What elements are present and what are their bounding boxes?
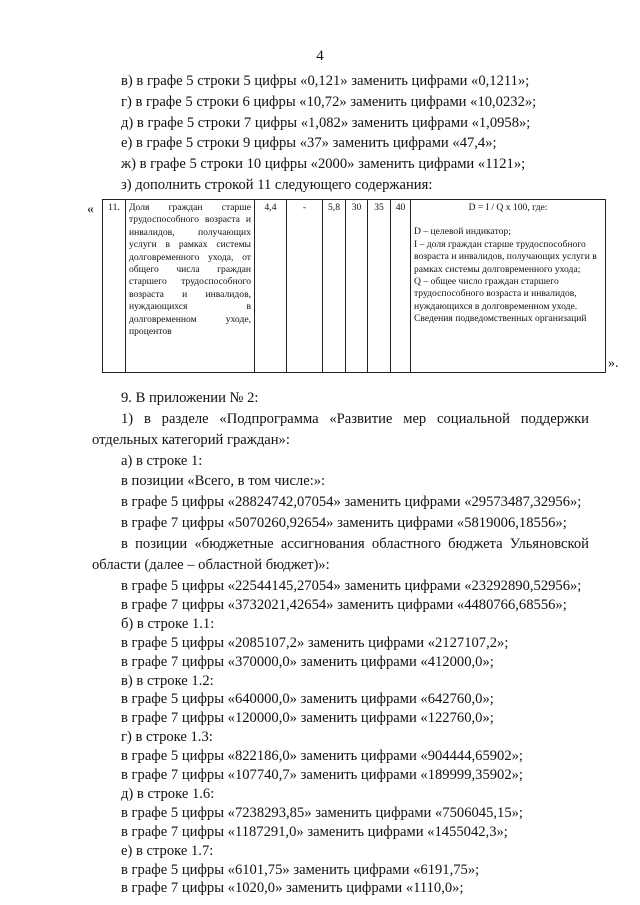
value-cell-col6: 30 xyxy=(346,200,368,373)
position-total: в позиции «Всего, в том числе:»: xyxy=(121,473,326,489)
formula-line: Сведения подведомственных организаций xyxy=(414,313,587,325)
amendment-line: в графе 5 цифры «640000,0» заменить цифрами «642760,0»; xyxy=(121,691,494,708)
value-cell-col7: 35 xyxy=(368,200,391,373)
indicator-name-cell: Доля граждан старше трудоспособного возраста и инвалидов, получающих услуги в рамках системы долговременного ухода, от общего числа граждан старшего трудоспособного возраста и инвалидов, нуждающихся в долговременном уходе, процентов xyxy=(126,200,255,373)
amendment-line: в графе 7 цифры «5070260,92654» заменить цифрами «5819006,18556»; xyxy=(121,515,567,531)
formula-line: D – целевой индикатор; xyxy=(414,226,511,238)
amendment-line: в графе 7 цифры «370000,0» заменить цифрами «412000,0»; xyxy=(121,653,494,670)
formula-cell xyxy=(411,200,606,373)
value-cell-col4: - xyxy=(287,200,323,373)
item-row-heading: б) в строке 1.1: xyxy=(121,615,215,632)
item-row-heading: е) в строке 1.7: xyxy=(121,842,214,859)
value-cell-col3: 4,4 xyxy=(255,200,287,373)
subsection-1-line-2: отдельных категорий граждан»: xyxy=(92,432,290,448)
row-number-cell: 11. xyxy=(103,200,126,373)
amendment-item-v: в) в графе 5 строки 5 цифры «0,121» заменить цифрами «0,1211»; xyxy=(121,73,530,89)
amendment-item-e: е) в графе 5 строки 9 цифры «37» заменить цифрами «47,4»; xyxy=(121,135,497,151)
amendment-line: в графе 5 цифры «2085107,2» заменить цифрами «2127107,2»; xyxy=(121,634,509,651)
amendment-line: в графе 7 цифры «1020,0» заменить цифрами «1110,0»; xyxy=(121,880,464,897)
page-number: 4 xyxy=(316,48,324,64)
amendment-item-g: г) в графе 5 строки 6 цифры «10,72» заменить цифрами «10,0232»; xyxy=(121,94,537,110)
value-cell-col5: 5,8 xyxy=(323,200,346,373)
item-row-heading: в) в строке 1.2: xyxy=(121,672,214,689)
budget-position-line-2: области (далее – областной бюджет)»: xyxy=(92,557,330,573)
value-cell-col8: 40 xyxy=(391,200,411,373)
item-row-1-heading: а) в строке 1: xyxy=(121,453,203,469)
amendment-line: в графе 5 цифры «7238293,85» заменить цифрами «7506045,15»; xyxy=(121,804,523,821)
formula-line: Q – общее число граждан старшего трудоспособного возраста и инвалидов, нуждающихся в долговременном уходе. xyxy=(414,276,578,312)
item-row-heading: д) в строке 1.6: xyxy=(121,785,215,802)
amendment-line: в графе 7 цифры «120000,0» заменить цифрами «122760,0»; xyxy=(121,710,494,727)
table-close-quote: ». xyxy=(608,356,619,371)
amendment-line: в графе 7 цифры «3732021,42654» заменить цифрами «4480766,68556»; xyxy=(121,596,567,613)
budget-position-line-1: в позиции «бюджетные ассигнования областного бюджета Ульяновской xyxy=(121,536,589,552)
amendment-item-zh: ж) в графе 5 строки 10 цифры «2000» заменить цифрами «1121»; xyxy=(121,156,526,172)
amendment-line: в графе 7 цифры «107740,7» заменить цифрами «189999,35902»; xyxy=(121,767,523,783)
item-row-heading: г) в строке 1.3: xyxy=(121,729,213,746)
amendment-line: в графе 5 цифры «22544145,27054» заменить цифрами «23292890,52956»; xyxy=(121,578,582,594)
amendment-item-z: з) дополнить строкой 11 следующего содержания: xyxy=(121,177,433,193)
amendment-line: в графе 5 цифры «28824742,07054» заменить цифрами «29573487,32956»; xyxy=(121,494,582,510)
amendment-item-d: д) в графе 5 строки 7 цифры «1,082» заменить цифрами «1,0958»; xyxy=(121,115,531,131)
amendment-line: в графе 5 цифры «822186,0» заменить цифрами «904444,65902»; xyxy=(121,748,523,765)
formula-title: D = I / Q x 100, где: xyxy=(468,202,548,213)
table-open-quote: « xyxy=(87,202,94,217)
formula-line: I – доля граждан старше трудоспособного возраста и инвалидов, получающих услуги в рамках системы долговременного ухода; xyxy=(414,238,597,275)
amendment-line: в графе 7 цифры «1187291,0» заменить цифрами «1455042,3»; xyxy=(121,823,508,840)
amendment-line: в графе 5 цифры «6101,75» заменить цифрами «6191,75»; xyxy=(121,861,480,878)
section-heading: 9. В приложении № 2: xyxy=(121,390,259,406)
table-row xyxy=(103,200,606,373)
inserted-table xyxy=(102,199,606,373)
subsection-1-line-1: 1) в разделе «Подпрограмма «Развитие мер социальной поддержки xyxy=(121,411,589,427)
